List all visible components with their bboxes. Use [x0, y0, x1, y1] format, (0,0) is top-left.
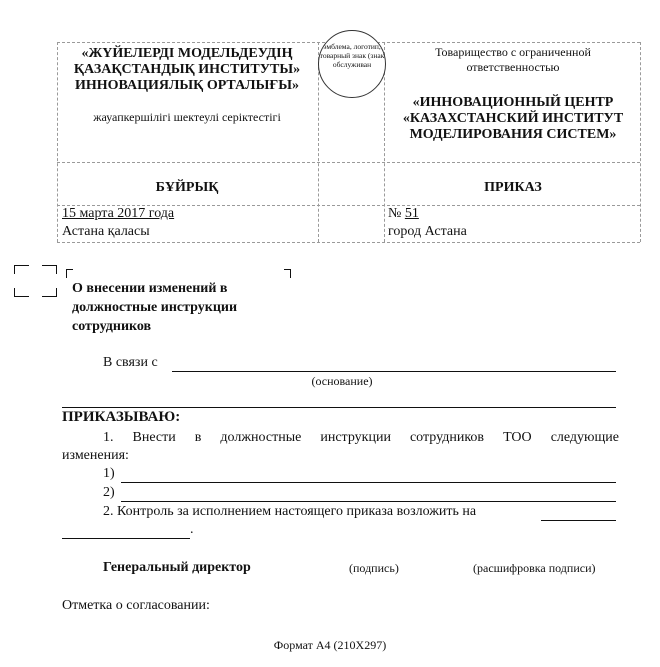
corner-mark-subject-right [284, 269, 291, 278]
doc-date: 15 марта 2017 года [62, 206, 175, 221]
kz-org-title: «ЖҮЙЕЛЕРДІ МОДЕЛЬДЕУДІҢ ҚАЗАҚСТАНДЫҚ ИНСТИТУТЫ» ИННОВАЦИЯЛЫҚ ОРТАЛЫҒЫ» [73, 46, 301, 93]
signature-hint: (подпись) [349, 561, 399, 575]
ru-org-type: Товарищество с ограниченной ответственностью [435, 45, 591, 74]
place-ru: город Астана [388, 224, 467, 239]
logo-placeholder [318, 30, 386, 98]
sub-item-1-line [121, 482, 616, 483]
place-kz: Астана қаласы [62, 224, 150, 239]
doc-number-prefix: № [388, 206, 405, 221]
order-subject: О внесении изменений в должностные инструкции сотрудников [72, 281, 238, 334]
doc-number-value: 51 [404, 206, 419, 221]
corner-mark-bottom-left-outer [14, 288, 29, 297]
header-bottom-border [57, 242, 640, 243]
basis-hint: (основание) [311, 374, 373, 388]
basis-fill-line [172, 371, 616, 372]
item-2-fill-line [541, 520, 616, 521]
item-1-text: 1. Внести в должностные инструкции сотрудников ТОО следующие [103, 430, 619, 445]
signature-decode-hint: (расшифровка подписи) [473, 561, 596, 575]
kz-org-type: жауапкершілігі шектеулі серіктестігі [93, 110, 281, 124]
item-2-fill-line-2 [62, 538, 190, 539]
item-2-end: . [190, 522, 194, 537]
sub-item-2-line [121, 501, 616, 502]
ru-org-title: «ИННОВАЦИОННЫЙ ЦЕНТР «КАЗАХСТАНСКИЙ ИНСТИТУТ МОДЕЛИРОВАНИЯ СИСТЕМ» [402, 95, 624, 142]
format-note: Формат А4 (210Х297) [273, 638, 387, 652]
sub-item-2-label: 2) [103, 485, 115, 500]
corner-mark-top-left-outer [14, 265, 29, 274]
signature-title: Генеральный директор [103, 560, 251, 575]
header-left-border [57, 42, 58, 242]
doc-kind-ru: ПРИКАЗ [484, 180, 542, 195]
corner-mark-bottom-right-outer [42, 288, 57, 297]
item-2-text: 2. Контроль за исполнением настоящего приказа возложить на [103, 504, 477, 519]
basis-fill-line-2 [62, 407, 616, 408]
logo-text: эмблема, логотип, товарный знак (знак обслуживан [319, 42, 385, 69]
corner-mark-subject-left [66, 269, 73, 278]
header-divider [57, 162, 640, 163]
corner-mark-top-right-outer [42, 265, 57, 274]
approval-mark: Отметка о согласовании: [62, 598, 210, 613]
doc-kind-kz: БҰЙРЫҚ [155, 180, 219, 195]
doc-number [388, 206, 419, 222]
header-right-border [640, 42, 641, 242]
sub-item-1-label: 1) [103, 466, 115, 481]
item-1-continuation: изменения: [62, 448, 129, 463]
order-word: ПРИКАЗЫВАЮ: [62, 409, 181, 425]
basis-prefix: В связи с [103, 355, 158, 370]
